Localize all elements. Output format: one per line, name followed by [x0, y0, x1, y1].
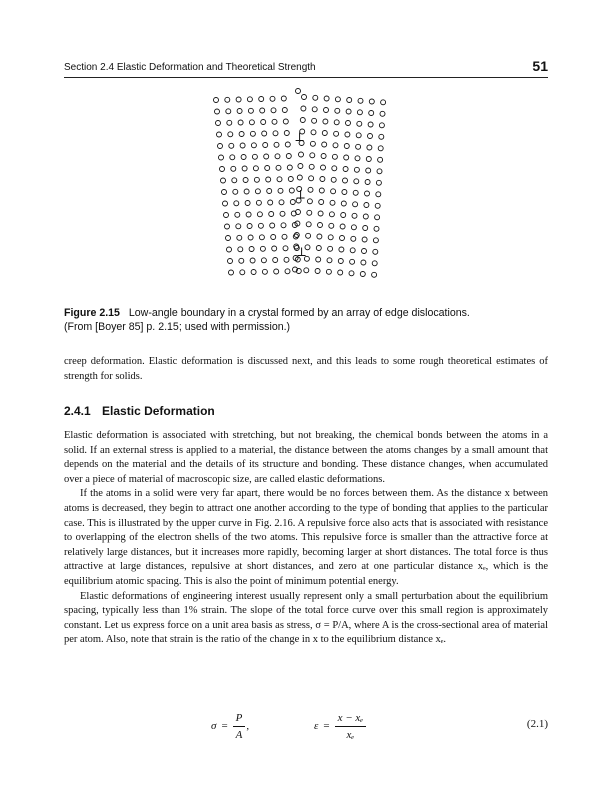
atom	[333, 143, 338, 148]
atom	[231, 166, 236, 171]
atom	[334, 131, 339, 136]
atom	[360, 272, 365, 277]
atom	[269, 212, 274, 217]
atom	[321, 165, 326, 170]
atom	[373, 238, 378, 243]
atom	[297, 175, 302, 180]
atom	[262, 269, 267, 274]
atom	[363, 226, 368, 231]
atom	[226, 109, 231, 114]
atom	[307, 199, 312, 204]
atom	[310, 141, 315, 146]
atom	[326, 269, 331, 274]
atom	[324, 96, 329, 101]
atom	[353, 202, 358, 207]
atom	[340, 236, 345, 241]
atom	[228, 259, 233, 264]
atom	[317, 234, 322, 239]
atom	[227, 120, 232, 125]
atom	[338, 259, 343, 264]
atom	[289, 188, 294, 193]
atom	[350, 248, 355, 253]
atom	[287, 165, 292, 170]
atom	[237, 109, 242, 114]
atom	[238, 120, 243, 125]
atom	[363, 214, 368, 219]
atom	[318, 211, 323, 216]
atom	[217, 132, 222, 137]
atom	[357, 110, 362, 115]
atom	[365, 191, 370, 196]
atom	[351, 225, 356, 230]
atom	[267, 189, 272, 194]
subsection-heading	[64, 404, 215, 418]
atom	[229, 270, 234, 275]
atom	[375, 203, 380, 208]
atom	[247, 224, 252, 229]
atom	[377, 169, 382, 174]
atom	[259, 97, 264, 102]
atom	[237, 235, 242, 240]
atom	[299, 141, 304, 146]
atom	[274, 269, 279, 274]
atom	[345, 132, 350, 137]
atom	[219, 155, 224, 160]
atom	[277, 177, 282, 182]
atom	[283, 119, 288, 124]
atom	[263, 143, 268, 148]
atom	[368, 122, 373, 127]
atom	[358, 98, 363, 103]
atom	[220, 167, 225, 172]
atom	[230, 155, 235, 160]
atom	[366, 168, 371, 173]
atom	[246, 212, 251, 217]
atom	[253, 166, 258, 171]
atom	[381, 100, 386, 105]
atom	[350, 259, 355, 264]
atom	[222, 190, 227, 195]
atom	[233, 189, 238, 194]
atom	[354, 179, 359, 184]
atom	[375, 215, 380, 220]
atom	[320, 177, 325, 182]
atom	[346, 121, 351, 126]
sigma-symbol: σ	[211, 720, 217, 732]
atom	[281, 223, 286, 228]
atom	[240, 143, 245, 148]
atom	[332, 154, 337, 159]
atom	[223, 201, 228, 206]
atom	[239, 258, 244, 263]
strain-fraction	[335, 712, 367, 741]
intro-paragraph: creep deformation. Elastic deformation is discussed next, and this leads to some rough theoretical estimates of strength for solids.	[64, 356, 548, 382]
atom	[232, 178, 237, 183]
atom	[265, 166, 270, 171]
atom	[225, 97, 230, 102]
equals-sign: =	[323, 720, 330, 732]
atom	[309, 176, 314, 181]
atom	[290, 200, 295, 205]
atom	[369, 99, 374, 104]
atom	[354, 167, 359, 172]
atom	[294, 233, 299, 238]
atom	[283, 246, 288, 251]
atom	[340, 224, 345, 229]
stress-denominator: A	[235, 728, 243, 741]
atom	[284, 131, 289, 136]
atom	[328, 235, 333, 240]
atom	[319, 188, 324, 193]
atom	[339, 247, 344, 252]
figure-caption-text: Low-angle boundary in a crystal formed by an array of edge dislocations.	[128, 307, 470, 319]
epsilon-symbol: ε	[314, 720, 319, 732]
atom	[327, 258, 332, 263]
atom	[306, 233, 311, 238]
strain-equation	[314, 706, 366, 746]
atom	[356, 144, 361, 149]
atom	[266, 177, 271, 182]
atom	[355, 156, 360, 161]
equals-sign: =	[221, 720, 228, 732]
atom	[329, 223, 334, 228]
atom	[271, 235, 276, 240]
atom	[226, 236, 231, 241]
atom	[273, 131, 278, 136]
atom	[286, 154, 291, 159]
atom	[273, 258, 278, 263]
atom	[298, 164, 303, 169]
paragraph-1: Elastic deformation is associated with stretching, but not breaking, the chemical bonds between the atoms in a solid. If an external stress is applied to a material, the distance between the atoms changes by a small amount that depends on the material and the details of its structure and bonding. These distance changes, when accumulated over a piece of material of macroscopic size, are called elastic deformations.	[64, 430, 548, 485]
atom	[299, 152, 304, 157]
atom	[282, 108, 287, 113]
atom	[304, 256, 309, 261]
atom	[352, 213, 357, 218]
atom	[372, 272, 377, 277]
atom	[304, 268, 309, 273]
atom	[238, 247, 243, 252]
atom	[279, 200, 284, 205]
equation-2-1	[64, 706, 548, 746]
atom	[343, 178, 348, 183]
atom	[251, 143, 256, 148]
atom	[252, 154, 257, 159]
atom	[331, 189, 336, 194]
equation-number: (2.1)	[526, 718, 548, 730]
stress-equation	[211, 706, 249, 746]
atom	[228, 132, 233, 137]
atom	[323, 119, 328, 124]
atom	[378, 157, 383, 162]
page-number: 51	[532, 58, 548, 74]
atom	[272, 119, 277, 124]
atom	[367, 145, 372, 150]
atom	[243, 178, 248, 183]
atom	[334, 120, 339, 125]
atom	[276, 165, 281, 170]
atom	[319, 200, 324, 205]
atom	[361, 260, 366, 265]
atom	[268, 200, 273, 205]
atom	[369, 111, 374, 116]
atom	[249, 120, 254, 125]
atom	[272, 246, 277, 251]
atom	[218, 144, 223, 149]
atom	[341, 201, 346, 206]
atom	[346, 109, 351, 114]
atom	[260, 246, 265, 251]
atom	[306, 222, 311, 227]
atom	[284, 257, 289, 262]
section-title: Section 2.4 Elastic Deformation and Theoretical Strength	[64, 62, 316, 73]
atom	[353, 190, 358, 195]
atom	[380, 111, 385, 116]
atom	[376, 192, 381, 197]
body-text	[64, 429, 548, 648]
atom	[240, 270, 245, 275]
atom	[225, 224, 230, 229]
atom	[332, 166, 337, 171]
atom	[362, 249, 367, 254]
atom	[356, 133, 361, 138]
atom	[305, 245, 310, 250]
atom	[316, 257, 321, 262]
atom	[301, 106, 306, 111]
atom	[264, 154, 269, 159]
atom	[248, 108, 253, 113]
atom	[278, 188, 283, 193]
atom	[296, 198, 301, 203]
atom	[328, 246, 333, 251]
strain-denominator: xₑ	[346, 728, 355, 741]
atom	[316, 246, 321, 251]
atom	[342, 190, 347, 195]
atom	[373, 249, 378, 254]
atom	[343, 167, 348, 172]
atom	[364, 203, 369, 208]
atom	[331, 177, 336, 182]
atom	[216, 121, 221, 126]
atom	[329, 212, 334, 217]
atom	[309, 164, 314, 169]
atom	[330, 200, 335, 205]
atom	[259, 235, 264, 240]
atom	[258, 223, 263, 228]
atom	[324, 108, 329, 113]
atom	[247, 97, 252, 102]
equation-comma: ,	[246, 720, 250, 732]
atom	[322, 131, 327, 136]
atom	[312, 118, 317, 123]
running-head	[64, 58, 548, 78]
atom	[365, 180, 370, 185]
atom	[282, 234, 287, 239]
atom	[362, 237, 367, 242]
atom	[257, 212, 262, 217]
atom	[372, 261, 377, 266]
paragraph-3: Elastic deformations of engineering interest usually represent only a small perturbation about the equilibrium spacing, typically less than 1% strain. The slope of the total force curve over this small region is approximately constant. Let us express force on a unit area basis as stress, σ = P/A, where A is the cross-sectional area of material per atom. Also, note that strain is the ratio of the change in x to the equilibrium distance xₑ.	[64, 590, 548, 646]
atom	[251, 270, 256, 275]
atom	[322, 142, 327, 147]
atom	[221, 178, 226, 183]
atom	[341, 213, 346, 218]
subsection-number: 2.4.1	[64, 404, 91, 418]
atom	[270, 96, 275, 101]
atom	[366, 157, 371, 162]
atom	[310, 153, 315, 158]
atom	[378, 146, 383, 151]
atom	[338, 270, 343, 275]
atom	[344, 155, 349, 160]
figure-label: Figure 2.15	[64, 307, 120, 319]
atom	[236, 224, 241, 229]
atom	[254, 177, 259, 182]
atom	[242, 166, 247, 171]
atom	[288, 177, 293, 182]
subsection-title: Elastic Deformation	[102, 404, 215, 418]
atom	[335, 108, 340, 113]
atom	[357, 121, 362, 126]
atom	[285, 142, 290, 147]
atom	[308, 187, 313, 192]
atom	[311, 130, 316, 135]
atom	[302, 95, 307, 100]
atom	[245, 201, 250, 206]
atom	[224, 213, 229, 218]
atom	[296, 89, 301, 94]
atom	[376, 180, 381, 185]
atom	[239, 132, 244, 137]
atom	[351, 236, 356, 241]
atom	[271, 108, 276, 113]
header-rule	[64, 77, 548, 78]
atom	[249, 247, 254, 252]
atom	[255, 189, 260, 194]
atom	[248, 235, 253, 240]
atom	[280, 211, 285, 216]
atom	[368, 134, 373, 139]
atom	[241, 155, 246, 160]
atom	[349, 271, 354, 276]
atom	[300, 118, 305, 123]
atom	[250, 131, 255, 136]
atom	[214, 98, 219, 103]
atom	[344, 144, 349, 149]
atom	[227, 247, 232, 252]
atom	[261, 120, 266, 125]
atom	[270, 223, 275, 228]
atom	[312, 107, 317, 112]
edge-dislocation-array-diagram	[200, 84, 412, 284]
atom	[374, 226, 379, 231]
atom	[244, 189, 249, 194]
atom	[300, 129, 305, 134]
atom	[379, 123, 384, 128]
atom	[307, 210, 312, 215]
atom	[235, 212, 240, 217]
atom	[260, 108, 265, 113]
figure-caption	[64, 306, 534, 334]
atom	[236, 97, 241, 102]
atom	[274, 142, 279, 147]
atom	[347, 98, 352, 103]
stress-fraction	[233, 712, 246, 741]
atom	[250, 258, 255, 263]
atom	[262, 131, 267, 136]
stress-numerator: P	[233, 712, 246, 727]
atom	[318, 223, 323, 228]
strain-numerator: x − xₑ	[335, 712, 367, 727]
atom	[379, 134, 384, 139]
atom	[315, 269, 320, 274]
atom	[234, 201, 239, 206]
atom	[261, 258, 266, 263]
atom	[281, 96, 286, 101]
atom	[313, 95, 318, 100]
atom	[285, 269, 290, 274]
atom	[321, 154, 326, 159]
figure-caption-source: (From [Boyer 85] p. 2.15; used with permission.)	[64, 321, 291, 333]
atom	[275, 154, 280, 159]
paragraph-2: If the atoms in a solid were very far apart, there would be no forces between them. As the distance x between atoms is decreased, they begin to attract one another according to the type of bonding that applies to the particular case. This is illustrated by the upper curve in Fig. 2.16. A repulsive force also acts that is associated with resistance to overlapping of the electron shells of the two atoms. This repulsive force is smaller than the attractive force at relatively large distances, but it increases more rapidly, becoming larger at short distances. The total force is thus attractive at large distances, repulsive at short distances, and zero at one particular distance xₑ, which is the equilibrium atomic spacing. This is also the point of minimum potential energy.	[64, 488, 548, 587]
atom	[215, 109, 220, 114]
atom	[256, 200, 261, 205]
atom	[335, 97, 340, 102]
atom	[229, 143, 234, 148]
